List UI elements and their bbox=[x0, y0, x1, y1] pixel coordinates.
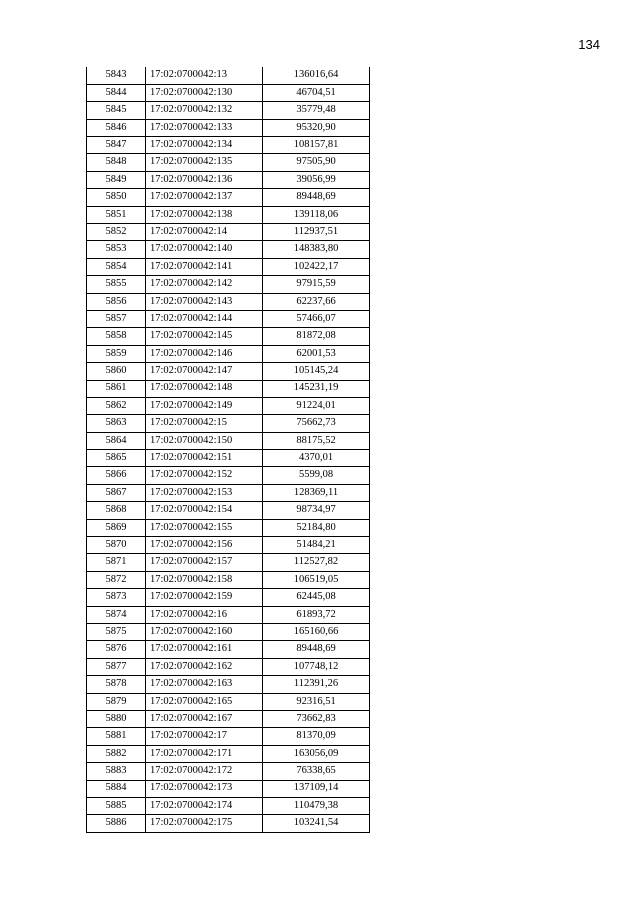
row-number-cell: 5852 bbox=[87, 224, 146, 241]
cadastral-value-cell: 51484,21 bbox=[263, 537, 370, 554]
cadastral-value-cell: 103241,54 bbox=[263, 815, 370, 832]
cadastral-value-cell: 92316,51 bbox=[263, 693, 370, 710]
row-number-cell: 5851 bbox=[87, 206, 146, 223]
row-number-cell: 5853 bbox=[87, 241, 146, 258]
cadastral-value-cell: 165160,66 bbox=[263, 624, 370, 641]
cadastral-number-cell: 17:02:0700042:152 bbox=[146, 467, 263, 484]
row-number-cell: 5871 bbox=[87, 554, 146, 571]
cadastral-value-cell: 52184,80 bbox=[263, 519, 370, 536]
cadastral-number-cell: 17:02:0700042:171 bbox=[146, 745, 263, 762]
cadastral-value-cell: 5599,08 bbox=[263, 467, 370, 484]
cadastral-number-cell: 17:02:0700042:135 bbox=[146, 154, 263, 171]
cadastral-value-cell: 89448,69 bbox=[263, 189, 370, 206]
table-row bbox=[87, 328, 370, 345]
cadastral-value-cell: 102422,17 bbox=[263, 258, 370, 275]
row-number-cell: 5872 bbox=[87, 571, 146, 588]
cadastral-value-cell: 139118,06 bbox=[263, 206, 370, 223]
row-number-cell: 5881 bbox=[87, 728, 146, 745]
row-number-cell: 5869 bbox=[87, 519, 146, 536]
cadastral-value-cell: 137109,14 bbox=[263, 780, 370, 797]
cadastral-number-cell: 17:02:0700042:13 bbox=[146, 67, 263, 84]
row-number-cell: 5864 bbox=[87, 432, 146, 449]
row-number-cell: 5874 bbox=[87, 606, 146, 623]
cadastral-number-cell: 17:02:0700042:155 bbox=[146, 519, 263, 536]
table-row bbox=[87, 571, 370, 588]
row-number-cell: 5849 bbox=[87, 171, 146, 188]
table-row bbox=[87, 432, 370, 449]
cadastral-number-cell: 17:02:0700042:154 bbox=[146, 502, 263, 519]
table-row bbox=[87, 502, 370, 519]
cadastral-number-cell: 17:02:0700042:136 bbox=[146, 171, 263, 188]
cadastral-number-cell: 17:02:0700042:146 bbox=[146, 345, 263, 362]
table-row bbox=[87, 815, 370, 832]
cadastral-number-cell: 17:02:0700042:138 bbox=[146, 206, 263, 223]
cadastral-number-cell: 17:02:0700042:149 bbox=[146, 397, 263, 414]
cadastral-value-cell: 4370,01 bbox=[263, 450, 370, 467]
cadastral-value-cell: 62001,53 bbox=[263, 345, 370, 362]
cadastral-value-cell: 145231,19 bbox=[263, 380, 370, 397]
table-row bbox=[87, 380, 370, 397]
row-number-cell: 5880 bbox=[87, 710, 146, 727]
row-number-cell: 5867 bbox=[87, 484, 146, 501]
cadastral-value-cell: 62445,08 bbox=[263, 589, 370, 606]
row-number-cell: 5850 bbox=[87, 189, 146, 206]
row-number-cell: 5844 bbox=[87, 84, 146, 101]
table-row bbox=[87, 676, 370, 693]
cadastral-value-cell: 75662,73 bbox=[263, 415, 370, 432]
cadastral-number-cell: 17:02:0700042:137 bbox=[146, 189, 263, 206]
table-row bbox=[87, 397, 370, 414]
table-row bbox=[87, 84, 370, 101]
cadastral-value-table bbox=[86, 67, 370, 833]
cadastral-number-cell: 17:02:0700042:150 bbox=[146, 432, 263, 449]
table-row bbox=[87, 624, 370, 641]
cadastral-number-cell: 17:02:0700042:144 bbox=[146, 310, 263, 327]
cadastral-value-cell: 112391,26 bbox=[263, 676, 370, 693]
table-row bbox=[87, 67, 370, 84]
cadastral-value-cell: 57466,07 bbox=[263, 310, 370, 327]
row-number-cell: 5866 bbox=[87, 467, 146, 484]
cadastral-value-cell: 110479,38 bbox=[263, 797, 370, 814]
table-row bbox=[87, 189, 370, 206]
cadastral-number-cell: 17:02:0700042:157 bbox=[146, 554, 263, 571]
table-row bbox=[87, 206, 370, 223]
table-row bbox=[87, 780, 370, 797]
row-number-cell: 5868 bbox=[87, 502, 146, 519]
cadastral-number-cell: 17:02:0700042:133 bbox=[146, 119, 263, 136]
row-number-cell: 5873 bbox=[87, 589, 146, 606]
cadastral-value-cell: 81872,08 bbox=[263, 328, 370, 345]
cadastral-value-cell: 97505,90 bbox=[263, 154, 370, 171]
cadastral-number-cell: 17:02:0700042:167 bbox=[146, 710, 263, 727]
table-row bbox=[87, 293, 370, 310]
cadastral-value-cell: 76338,65 bbox=[263, 763, 370, 780]
table-row bbox=[87, 745, 370, 762]
row-number-cell: 5858 bbox=[87, 328, 146, 345]
cadastral-value-cell: 91224,01 bbox=[263, 397, 370, 414]
table-row bbox=[87, 310, 370, 327]
table-row bbox=[87, 658, 370, 675]
cadastral-value-cell: 61893,72 bbox=[263, 606, 370, 623]
cadastral-value-cell: 112527,82 bbox=[263, 554, 370, 571]
cadastral-value-cell: 97915,59 bbox=[263, 276, 370, 293]
cadastral-number-cell: 17:02:0700042:161 bbox=[146, 641, 263, 658]
row-number-cell: 5846 bbox=[87, 119, 146, 136]
cadastral-value-cell: 136016,64 bbox=[263, 67, 370, 84]
table-row bbox=[87, 710, 370, 727]
row-number-cell: 5855 bbox=[87, 276, 146, 293]
row-number-cell: 5859 bbox=[87, 345, 146, 362]
table-row bbox=[87, 728, 370, 745]
cadastral-number-cell: 17:02:0700042:16 bbox=[146, 606, 263, 623]
row-number-cell: 5854 bbox=[87, 258, 146, 275]
row-number-cell: 5862 bbox=[87, 397, 146, 414]
cadastral-value-cell: 88175,52 bbox=[263, 432, 370, 449]
cadastral-number-cell: 17:02:0700042:15 bbox=[146, 415, 263, 432]
cadastral-number-cell: 17:02:0700042:141 bbox=[146, 258, 263, 275]
cadastral-number-cell: 17:02:0700042:143 bbox=[146, 293, 263, 310]
table-row bbox=[87, 519, 370, 536]
table-row bbox=[87, 589, 370, 606]
table-row bbox=[87, 119, 370, 136]
table-row bbox=[87, 415, 370, 432]
cadastral-number-cell: 17:02:0700042:172 bbox=[146, 763, 263, 780]
cadastral-value-cell: 95320,90 bbox=[263, 119, 370, 136]
row-number-cell: 5876 bbox=[87, 641, 146, 658]
table-row bbox=[87, 467, 370, 484]
table-row bbox=[87, 537, 370, 554]
row-number-cell: 5885 bbox=[87, 797, 146, 814]
cadastral-value-cell: 148383,80 bbox=[263, 241, 370, 258]
cadastral-number-cell: 17:02:0700042:134 bbox=[146, 137, 263, 154]
table-row bbox=[87, 763, 370, 780]
cadastral-value-cell: 108157,81 bbox=[263, 137, 370, 154]
table-row bbox=[87, 102, 370, 119]
row-number-cell: 5865 bbox=[87, 450, 146, 467]
table-row bbox=[87, 258, 370, 275]
table-row bbox=[87, 137, 370, 154]
table-row bbox=[87, 641, 370, 658]
table-row bbox=[87, 154, 370, 171]
cadastral-number-cell: 17:02:0700042:130 bbox=[146, 84, 263, 101]
table-row bbox=[87, 345, 370, 362]
cadastral-number-cell: 17:02:0700042:17 bbox=[146, 728, 263, 745]
cadastral-number-cell: 17:02:0700042:159 bbox=[146, 589, 263, 606]
row-number-cell: 5884 bbox=[87, 780, 146, 797]
row-number-cell: 5863 bbox=[87, 415, 146, 432]
row-number-cell: 5845 bbox=[87, 102, 146, 119]
table-row bbox=[87, 797, 370, 814]
cadastral-value-cell: 98734,97 bbox=[263, 502, 370, 519]
cadastral-value-cell: 46704,51 bbox=[263, 84, 370, 101]
cadastral-value-cell: 35779,48 bbox=[263, 102, 370, 119]
cadastral-value-cell: 39056,99 bbox=[263, 171, 370, 188]
table-body bbox=[87, 67, 370, 832]
row-number-cell: 5879 bbox=[87, 693, 146, 710]
cadastral-number-cell: 17:02:0700042:156 bbox=[146, 537, 263, 554]
cadastral-number-cell: 17:02:0700042:173 bbox=[146, 780, 263, 797]
cadastral-number-cell: 17:02:0700042:140 bbox=[146, 241, 263, 258]
cadastral-number-cell: 17:02:0700042:175 bbox=[146, 815, 263, 832]
row-number-cell: 5878 bbox=[87, 676, 146, 693]
cadastral-value-cell: 89448,69 bbox=[263, 641, 370, 658]
table-row bbox=[87, 484, 370, 501]
row-number-cell: 5843 bbox=[87, 67, 146, 84]
row-number-cell: 5882 bbox=[87, 745, 146, 762]
row-number-cell: 5857 bbox=[87, 310, 146, 327]
cadastral-number-cell: 17:02:0700042:162 bbox=[146, 658, 263, 675]
table-row bbox=[87, 241, 370, 258]
row-number-cell: 5861 bbox=[87, 380, 146, 397]
row-number-cell: 5870 bbox=[87, 537, 146, 554]
table-row bbox=[87, 224, 370, 241]
row-number-cell: 5886 bbox=[87, 815, 146, 832]
cadastral-value-cell: 128369,11 bbox=[263, 484, 370, 501]
cadastral-number-cell: 17:02:0700042:158 bbox=[146, 571, 263, 588]
table-row bbox=[87, 171, 370, 188]
cadastral-value-cell: 81370,09 bbox=[263, 728, 370, 745]
row-number-cell: 5847 bbox=[87, 137, 146, 154]
page-number: 134 bbox=[578, 37, 600, 52]
cadastral-number-cell: 17:02:0700042:153 bbox=[146, 484, 263, 501]
cadastral-number-cell: 17:02:0700042:148 bbox=[146, 380, 263, 397]
table-row bbox=[87, 363, 370, 380]
row-number-cell: 5848 bbox=[87, 154, 146, 171]
cadastral-number-cell: 17:02:0700042:160 bbox=[146, 624, 263, 641]
cadastral-value-cell: 62237,66 bbox=[263, 293, 370, 310]
cadastral-value-cell: 106519,05 bbox=[263, 571, 370, 588]
cadastral-number-cell: 17:02:0700042:163 bbox=[146, 676, 263, 693]
row-number-cell: 5860 bbox=[87, 363, 146, 380]
table-row bbox=[87, 606, 370, 623]
cadastral-number-cell: 17:02:0700042:147 bbox=[146, 363, 263, 380]
cadastral-value-cell: 105145,24 bbox=[263, 363, 370, 380]
cadastral-value-cell: 163056,09 bbox=[263, 745, 370, 762]
table-row bbox=[87, 450, 370, 467]
cadastral-value-cell: 107748,12 bbox=[263, 658, 370, 675]
table-row bbox=[87, 693, 370, 710]
table-row bbox=[87, 554, 370, 571]
cadastral-number-cell: 17:02:0700042:174 bbox=[146, 797, 263, 814]
cadastral-number-cell: 17:02:0700042:142 bbox=[146, 276, 263, 293]
cadastral-value-cell: 73662,83 bbox=[263, 710, 370, 727]
row-number-cell: 5883 bbox=[87, 763, 146, 780]
row-number-cell: 5856 bbox=[87, 293, 146, 310]
cadastral-number-cell: 17:02:0700042:132 bbox=[146, 102, 263, 119]
cadastral-number-cell: 17:02:0700042:151 bbox=[146, 450, 263, 467]
cadastral-value-cell: 112937,51 bbox=[263, 224, 370, 241]
cadastral-number-cell: 17:02:0700042:14 bbox=[146, 224, 263, 241]
cadastral-number-cell: 17:02:0700042:165 bbox=[146, 693, 263, 710]
row-number-cell: 5877 bbox=[87, 658, 146, 675]
table-row bbox=[87, 276, 370, 293]
row-number-cell: 5875 bbox=[87, 624, 146, 641]
cadastral-number-cell: 17:02:0700042:145 bbox=[146, 328, 263, 345]
